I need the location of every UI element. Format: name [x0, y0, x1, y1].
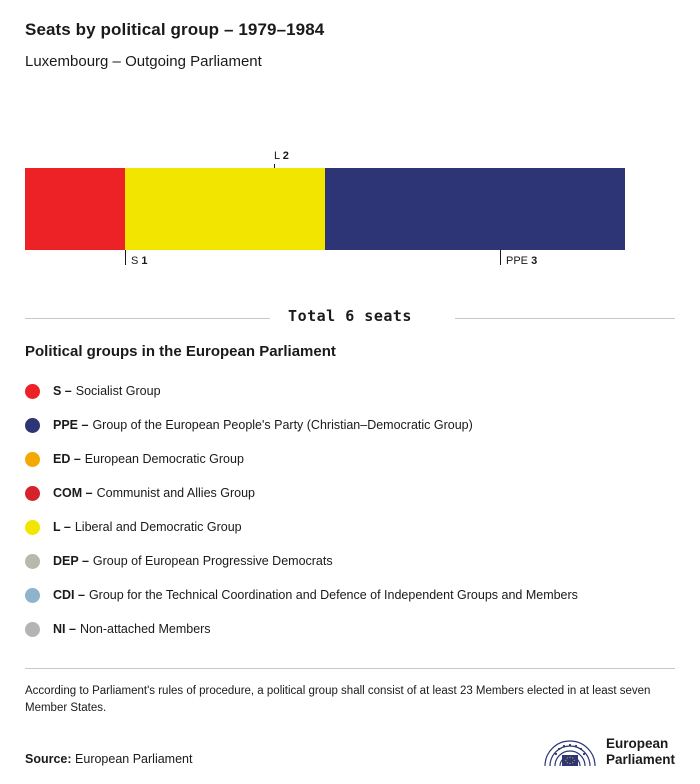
- bar-segment-s[interactable]: [25, 168, 125, 250]
- seats-bar-chart: [25, 130, 675, 265]
- segment-annotation-s-value: 1: [141, 255, 148, 267]
- legend-item-label: Group for the Technical Coordination and Defence of Independent Groups and Members: [88, 588, 578, 602]
- segment-annotation-ppe-code: PPE: [506, 255, 529, 267]
- legend-item-abbr: ED –: [53, 452, 81, 466]
- parliament-hemicycle-icon: [542, 734, 598, 770]
- legend-color-dot-icon: [25, 622, 40, 637]
- bar-segment-ppe[interactable]: [325, 168, 625, 250]
- segment-annotation-ppe: [506, 255, 537, 267]
- page-subtitle: Luxembourg – Outgoing Parliament: [25, 53, 262, 70]
- legend-item-label: Group of European Progressive Democrats: [92, 554, 333, 568]
- segment-annotation-l: [274, 150, 289, 162]
- segment-annotation-ppe-value: 3: [531, 255, 538, 267]
- total-seats-label: Total 6 seats: [288, 307, 412, 325]
- source-line: [25, 752, 192, 766]
- legend-item-abbr: CDI –: [53, 588, 85, 602]
- legend-color-dot-icon: [25, 554, 40, 569]
- legend-item-dep[interactable]: [25, 544, 675, 578]
- legend-color-dot-icon: [25, 588, 40, 603]
- legend-item-abbr: NI –: [53, 622, 76, 636]
- legend-item-ni[interactable]: [25, 612, 675, 646]
- legend-item-cdi[interactable]: [25, 578, 675, 612]
- legend-color-dot-icon: [25, 418, 40, 433]
- legend-item-label: Socialist Group: [75, 384, 161, 398]
- footer-divider: [25, 668, 675, 669]
- legend-item-abbr: COM –: [53, 486, 93, 500]
- source-value: European Parliament: [75, 752, 193, 766]
- segment-annotation-l-code: L: [274, 150, 280, 162]
- segment-annotation-l-value: 2: [282, 150, 289, 162]
- logo-line-2: Parliament: [605, 752, 675, 767]
- total-seats-row: [25, 307, 675, 331]
- legend-item-label: Non-attached Members: [79, 622, 211, 636]
- legend-item-label: Liberal and Democratic Group: [74, 520, 242, 534]
- legend-item-abbr: PPE –: [53, 418, 89, 432]
- legend-item-label: European Democratic Group: [84, 452, 244, 466]
- segment-annotation-s: [131, 255, 148, 267]
- bar-segment-l[interactable]: [125, 168, 325, 250]
- european-parliament-wordmark: [606, 736, 675, 767]
- source-label: Source:: [25, 752, 72, 766]
- legend-item-s[interactable]: [25, 374, 675, 408]
- legend-item-abbr: L –: [53, 520, 71, 534]
- legend-title: Political groups in the European Parliament: [25, 343, 336, 360]
- legend-item-label: Communist and Allies Group: [96, 486, 255, 500]
- legend-color-dot-icon: [25, 520, 40, 535]
- legend-item-ed[interactable]: [25, 442, 675, 476]
- legend-item-ppe[interactable]: [25, 408, 675, 442]
- legend-item-abbr: DEP –: [53, 554, 89, 568]
- legend-item-com[interactable]: [25, 476, 675, 510]
- segment-tick-ppe: [500, 250, 501, 265]
- segment-annotation-s-code: S: [131, 255, 139, 267]
- page-title: Seats by political group – 1979–1984: [25, 20, 325, 39]
- legend: [25, 374, 675, 646]
- legend-item-abbr: S –: [53, 384, 72, 398]
- legend-color-dot-icon: [25, 384, 40, 399]
- legend-item-label: Group of the European People's Party (Christian–Democratic Group): [92, 418, 473, 432]
- stacked-bar: [25, 168, 625, 250]
- european-parliament-logo: [542, 734, 675, 770]
- rules-note: According to Parliament's rules of procedure, a political group shall consist of at least 23 Members elected in at least seven Member States.: [25, 685, 651, 714]
- legend-color-dot-icon: [25, 452, 40, 467]
- legend-color-dot-icon: [25, 486, 40, 501]
- logo-line-1: European: [605, 736, 669, 752]
- legend-item-l[interactable]: [25, 510, 675, 544]
- segment-tick-s: [125, 250, 126, 265]
